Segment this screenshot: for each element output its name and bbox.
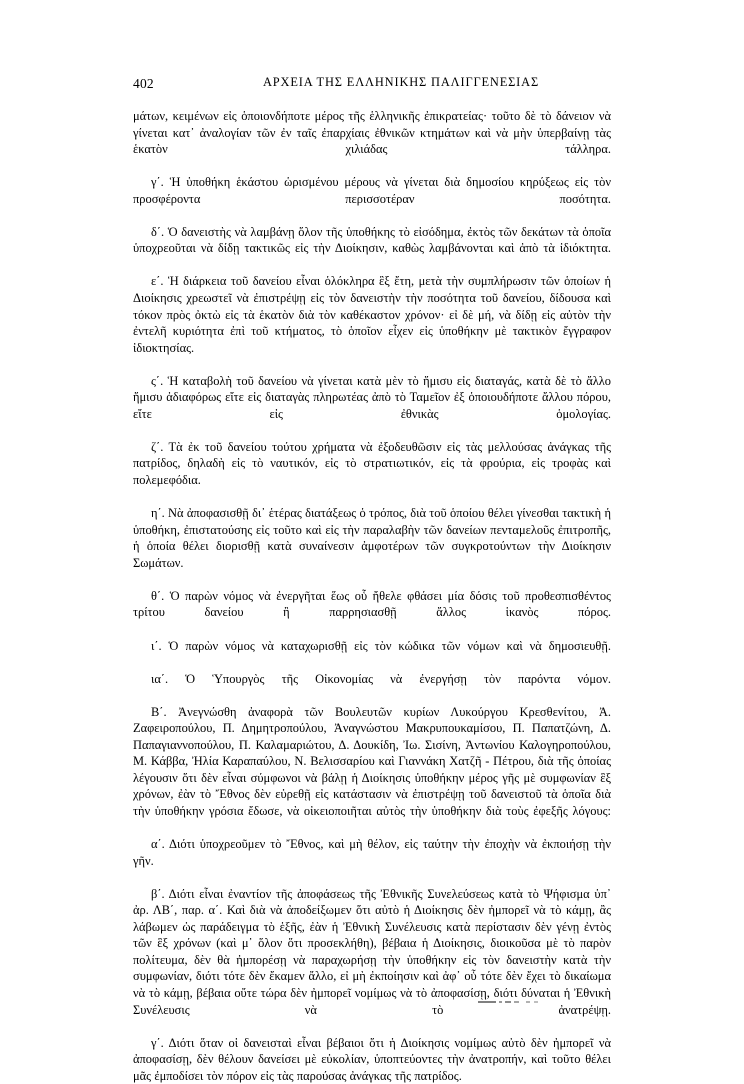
paragraph: ε΄. Ἡ διάρκεια τοῦ δανείου εἶναι ὁλόκληρα ἓξ ἔτη, μετὰ τὴν συμπλήρωσιν τῶν ὁποίων ἡ Διοίκησις χρεωστεῖ νὰ ἐπιστρέψῃ εἰς τὸν δανειστὴν τὴν ποσότητα τοῦ δανείου, δίδουσα καὶ τόκον πρὸς ὀκτὼ εἰς τὰ ἑκατὸν διὰ τὸν καθέκαστον χρόνον· εἰ δὲ μή, νὰ δίδῃ εἰς αὐτὸν τὴν ἐντελῆ κυριότητα ἐπὶ τοῦ κτήματος, τὸ ὁποῖον εἶχεν εἰς ὑποθήκην μὲ τακτικὸν ἔγγραφον ἰδιοκτησίας. [133,274,611,355]
paragraph: θ΄. Ὁ παρὼν νόμος νὰ ἐνεργῆται ἕως οὗ ἤθελε φθάσει μία δόσις τοῦ προθεσπισθέντος τρίτου δανείου ἢ παρρησιασθῇ ἄλλος ἱκανὸς πόρος. [133,588,611,620]
paragraph: β΄. Διότι εἶναι ἐναντίον τῆς ἀποφάσεως τῆς Ἐθνικῆς Συνελεύσεως κατὰ τὸ Ψήφισμα ὑπ᾿ ἀρ. ΛΒ΄, παρ. α΄. Καὶ διὰ νὰ ἀποδείξωμεν ὅτι αὐτὸ ἡ Διοίκησις δὲν ἠμπορεῖ νὰ τὸ κάμῃ, ἂς λάβωμεν ὡς παράδειγμα τὸ ἑξῆς, ἐὰν ἡ Ἐθνικὴ Συνέλευσις κατὰ περίστασιν δὲν γένῃ ἐντὸς τῶν ἓξ χρόνων (καὶ μ᾿ ὅλον ὅτι προσεκλήθη), βέβαια ἡ Διοίκησις, διοικοῦσα μὲ τὸ παρὸν πολίτευμα, δὲν θὰ ἠμπορέσῃ νὰ παραχωρήσῃ τὴν ὑποθήκην εἰς τὸν δανειστὴν κατὰ τὴν συμφωνίαν, διότι τότε δὲν ἔκαμεν ἄλλο, εἰ μὴ ἐκποίησιν καὶ ἀφ᾿ οὗ τότε δὲν ἔχει τὸ δικαίωμα νὰ τὸ κάμῃ, βέβαια οὔτε τώρα δὲν ἠμπορεῖ νομίμως νὰ τὸ ἀποφασίσῃ, διότι δύναται ἡ Ἐθνικὴ Συνέλευσις νὰ τὸ ἀνατρέψῃ. [133,886,611,1017]
paragraph: ζ΄. Τὰ ἐκ τοῦ δανείου τούτου χρήματα νὰ ἐξοδευθῶσιν εἰς τὰς μελλούσας ἀνάγκας τῆς πατρίδος, δηλαδὴ εἰς τὸ ναυτικόν, εἰς τὸ στρατιωτικόν, εἰς τὰ φρούρια, εἰς τροφὰς καὶ πολεμεφόδια. [133,439,611,488]
paragraph: γ΄. Ἡ ὑποθήκη ἑκάστου ὡρισμένου μέρους νὰ γίνεται διὰ δημοσίου κηρύξεως εἰς τὸν προσφέροντα περισσοτέραν ποσότητα. [133,175,611,206]
paragraph: η΄. Νὰ ἀποφασισθῇ δι᾿ ἑτέρας διατάξεως ὁ τρόπος, διὰ τοῦ ὁποίου θέλει γίνεσθαι τακτικὴ ἡ ὑποθήκη, ἐπιστατούσης εἰς τοῦτο καὶ εἰς τὴν παραλαβὴν τῶν δανείων πενταμελοῦς ἐπιτροπῆς, ἡ ὁποία θέλει διορισθῇ κατὰ συναίνεσιν ἀμφοτέρων τῶν συγκροτούντων τὴν Διοίκησιν Σωμάτων. [133,506,611,570]
body-text-block [133,108,611,1084]
paragraph: ς΄. Ἡ καταβολὴ τοῦ δανείου νὰ γίνεται κατὰ μὲν τὸ ἥμισυ εἰς διαταγάς, κατὰ δὲ τὸ ἄλλο ἥμισυ ἀδιαφόρως εἴτε εἰς διαταγὰς πληρωτέας ἀπὸ τὸ Ταμεῖον ἐξ ὁποιουδήποτε ἄλλου πόρου, εἴτε εἰς ἐθνικὰς ὁμολογίας. [133,373,611,421]
running-head [133,76,611,94]
scan-artifact-mark [478,1001,544,1003]
paragraph: ια΄. Ὁ Ὑπουργὸς τῆς Οἰκονομίας νὰ ἐνεργήσῃ τὸν παρόντα νόμον. [151,671,611,686]
paragraph: δ΄. Ὁ δανειστὴς νὰ λαμβάνῃ ὅλον τῆς ὑποθήκης τὸ εἰσόδημα, ἐκτὸς τῶν δεκάτων τὰ ὁποῖα ὑποχρεοῦται νὰ δίδῃ τακτικῶς εἰς τὴν Διοίκησιν, καθὼς λαμβάνονται καὶ ἀπὸ τὰ ἰδιόκτητα. [133,224,611,256]
paragraph: α΄. Διότι ὑποχρεοῦμεν τὸ Ἔθνος, καὶ μὴ θέλον, εἰς ταύτην τὴν ἐποχὴν νὰ ἐκποιήσῃ τὴν γῆν. [133,837,611,868]
paragraph: Β΄. Ἀνεγνώσθη ἀναφορὰ τῶν Βουλευτῶν κυρίων Λυκούργου Κρεσθενίτου, Ἀ. Ζαφειροπούλου, Π. Δημητροπούλου, Ἀναγνώστου Μακρυπουκαμίσου, Π. Παπατζώνη, Δ. Παπαγιαννοπούλου, Π. Καλαμαριώτου, Δ. Δουκίδη, Ἰω. Σισίνη, Ἀντωνίου Καλογηροπούλου, Μ. Κάββα, Ἠλία Καραπαύλου, Ν. Βελισσαρίου καὶ Γιαννάκη Χατζῆ - Πέτρου, διὰ τῆς ὁποίας λέγουσιν ὅτι δὲν εἶναι σύμφωνοι νὰ βάλῃ ἡ Διοίκησις ὑποθήκην μέρος γῆς μὲ συμφωνίαν ἓξ χρόνων, ἐὰν τὸ Ἔθνος δὲν εὑρεθῇ εἰς κατάστασιν νὰ ἐπιστρέψῃ τοῦ δανειστοῦ τὰ ὁποῖα διὰ τὴν ὑποθήκην γρόσια ἔδωσε, νὰ οἰκειοποιῆται αὐτὸς τὴν ὑποθήκην διὰ τοὺς ἐφεξῆς λόγους: [133,704,611,818]
paragraph: μάτων, κειμένων εἰς ὁποιονδήποτε μέρος τῆς ἑλληνικῆς ἐπικρατείας· τοῦτο δὲ τὸ δάνειον νὰ γίνεται κατ᾿ ἀναλογίαν τῶν ἐν ταῖς ἐπαρχίαις ἐθνικῶν κτημάτων καὶ νὰ μὴν ὑπερβαίνῃ τὰς ἑκατὸν χιλιάδας τάλληρα. [133,109,611,157]
running-head-title: ΑΡΧΕΙΑ ΤΗΣ ΕΛΛΗΝΙΚΗΣ ΠΑΛΙΓΓΕΝΕΣΙΑΣ [262,75,540,89]
paragraph: γ΄. Διότι ὅταν οἱ δανεισταὶ εἶναι βέβαιοι ὅτι ἡ Διοίκησις νομίμως αὐτὸ δὲν ἠμπορεῖ νὰ ἀποφασίσῃ, δὲν θέλουν δανείσει μὲ εὐκολίαν, ὑποπτεύοντες τὴν ἀνατροπήν, καὶ τοῦτο θέλει μᾶς ἐμποδίσει τὸν πόρον εἰς τὰς παρούσας ἀνάγκας τῆς πατρίδος. [133,1035,611,1083]
page-number: 402 [133,76,154,91]
paragraph: ι΄. Ὁ παρὼν νόμος νὰ καταχωρισθῇ εἰς τὸν κώδικα τῶν νόμων καὶ νὰ δημοσιευθῇ. [151,638,611,653]
